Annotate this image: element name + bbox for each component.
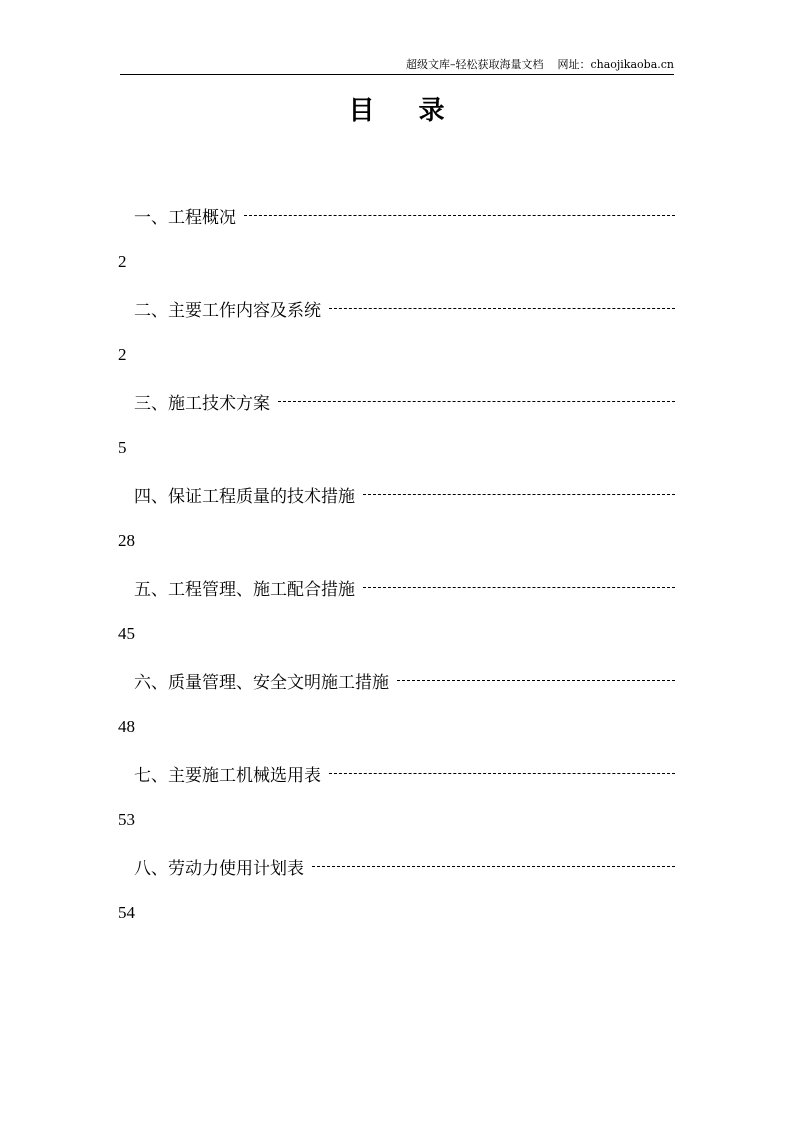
- table-of-contents: [118, 198, 675, 942]
- toc-entry-label: 七、主要施工机械选用表: [134, 765, 321, 786]
- header-site-url: 网址：chaojikaoba.cn: [557, 58, 674, 71]
- toc-leader-dashes: [278, 401, 675, 403]
- toc-entry-label: 三、施工技术方案: [134, 393, 270, 414]
- title-char-2: 录: [418, 96, 445, 126]
- toc-page-number: 48: [118, 716, 135, 736]
- header-site-name: 超级文库–轻松获取海量文档: [405, 58, 544, 71]
- title-char-1: 目: [348, 96, 375, 126]
- toc-entry-label: 八、劳动力使用计划表: [134, 858, 304, 879]
- toc-entry[interactable]: [118, 384, 675, 418]
- toc-leader-dashes: [329, 773, 675, 775]
- toc-entry[interactable]: [118, 756, 675, 790]
- toc-entry[interactable]: [118, 663, 675, 697]
- toc-entry[interactable]: [118, 198, 675, 232]
- toc-leader-dashes: [397, 680, 675, 682]
- toc-entry-label: 五、工程管理、施工配合措施: [134, 579, 355, 600]
- toc-page-number: 45: [118, 623, 135, 643]
- toc-leader-dashes: [244, 215, 675, 217]
- toc-leader-dashes: [312, 866, 675, 868]
- toc-page-number: 5: [118, 437, 127, 457]
- toc-page-number: 28: [118, 530, 135, 550]
- toc-entry[interactable]: [118, 849, 675, 883]
- page-title: [0, 90, 793, 127]
- toc-page-number: 2: [118, 344, 127, 364]
- toc-leader-dashes: [363, 494, 675, 496]
- toc-entry-label: 二、主要工作内容及系统: [134, 300, 321, 321]
- page-header: [120, 56, 674, 75]
- toc-entry[interactable]: [118, 477, 675, 511]
- toc-entry[interactable]: [118, 291, 675, 325]
- toc-page-number: 53: [118, 809, 135, 829]
- toc-leader-dashes: [329, 308, 675, 310]
- toc-entry-label: 六、质量管理、安全文明施工措施: [134, 672, 389, 693]
- toc-entry-label: 一、工程概况: [134, 207, 236, 228]
- toc-page-number: 2: [118, 251, 127, 271]
- toc-page-number: 54: [118, 902, 135, 922]
- toc-entry[interactable]: [118, 570, 675, 604]
- toc-leader-dashes: [363, 587, 675, 589]
- toc-entry-label: 四、保证工程质量的技术措施: [134, 486, 355, 507]
